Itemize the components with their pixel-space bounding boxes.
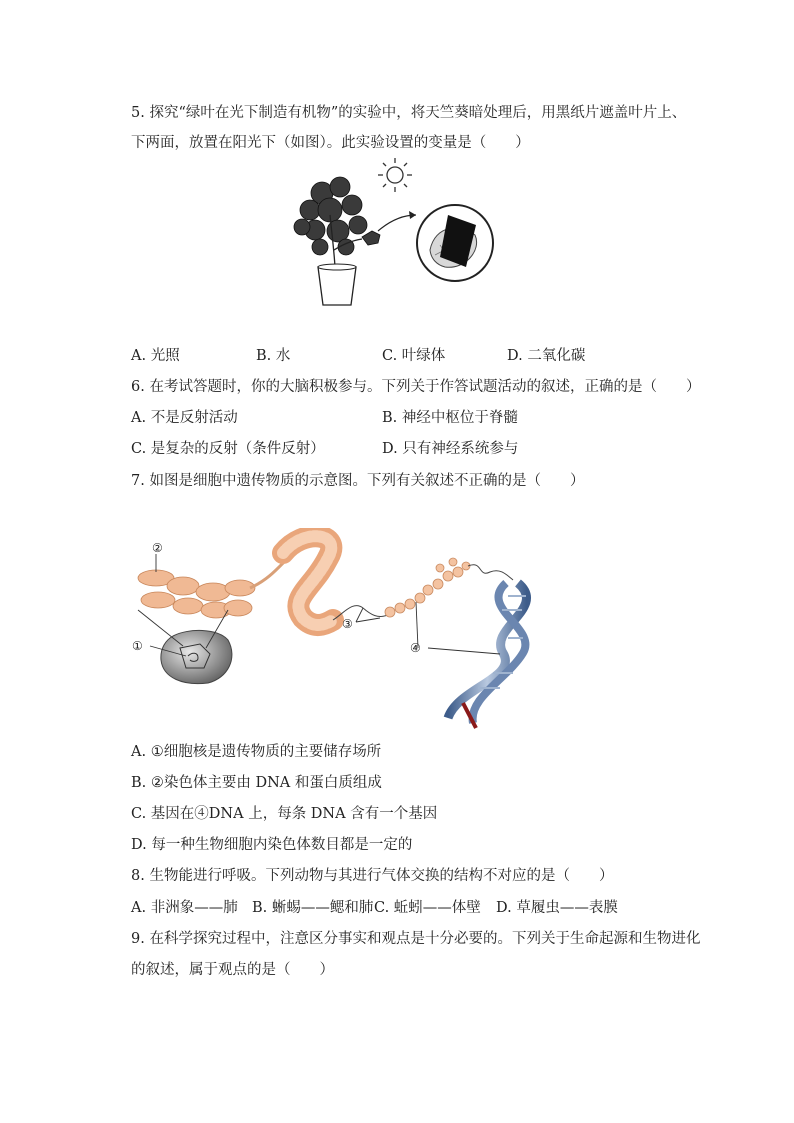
q5-option-b[interactable]: B. 水 [256,348,291,364]
q8-option-b[interactable]: B. 蜥蜴——鳃和肺 [252,900,374,916]
magnified-leaf-icon [417,205,493,281]
label-4: ④ [410,641,421,655]
q6-option-a[interactable]: A. 不是反射活动 [131,410,238,426]
q8-option-d[interactable]: D. 草履虫——表膜 [496,900,618,916]
q6-option-b[interactable]: B. 神经中枢位于脊髓 [382,410,518,426]
q8-stem: 8. 生物能进行呼吸。下列动物与其进行气体交换的结构不对应的是（ ） [131,868,614,884]
q6-option-c[interactable]: C. 是复杂的反射（条件反射） [131,441,325,457]
label-2: ② [152,541,163,555]
label-3: ③ [342,617,353,631]
q7-stem: 7. 如图是细胞中遗传物质的示意图。下列有关叙述不正确的是（ ） [131,473,585,489]
nucleosome-beads-icon [385,558,470,617]
label-1: ① [132,639,143,653]
chromosome-icon [138,570,255,618]
q7-option-b[interactable]: B. ②染色体主要由 DNA 和蛋白质组成 [131,775,382,791]
cell-icon [161,630,232,683]
q7-option-c[interactable]: C. 基因在④DNA 上，每条 DNA 含有一个基因 [131,806,438,822]
q5-option-a[interactable]: A. 光照 [131,348,180,364]
q5-option-c[interactable]: C. 叶绿体 [382,348,446,364]
q9-stem-line2: 的叙述，属于观点的是（ ） [131,962,334,978]
sun-icon [378,158,412,192]
q9-stem-line1: 9. 在科学探究过程中，注意区分事实和观点是十分必要的。下列关于生命起源和生物进化 [131,931,701,947]
q5-option-d[interactable]: D. 二氧化碳 [507,348,586,364]
plant-icon [294,177,380,255]
q6-stem: 6. 在考试答题时，你的大脑积极参与。下列关于作答试题活动的叙述，正确的是（ ） [131,379,701,395]
dna-helix-icon [448,583,527,728]
genetic-material-figure [128,528,548,738]
q8-option-a[interactable]: A. 非洲象——肺 [131,900,238,916]
q6-option-d[interactable]: D. 只有神经系统参与 [382,441,519,457]
q8-option-c[interactable]: C. 蚯蚓——体壁 [374,900,481,916]
chromatin-coil-icon [283,536,333,625]
q5-stem-line2: 下两面，放置在阳光下（如图）。此实验设置的变量是（ ） [131,135,530,151]
q7-option-a[interactable]: A. ①细胞核是遗传物质的主要储存场所 [131,744,382,760]
plant-experiment-figure [290,155,510,315]
flower-pot-icon [318,267,356,305]
q7-option-d[interactable]: D. 每一种生物细胞内染色体数目都是一定的 [131,837,413,853]
q5-stem-line1: 5. 探究“绿叶在光下制造有机物”的实验中，将天竺葵暗处理后，用黑纸片遮盖叶片上、 [131,105,687,121]
